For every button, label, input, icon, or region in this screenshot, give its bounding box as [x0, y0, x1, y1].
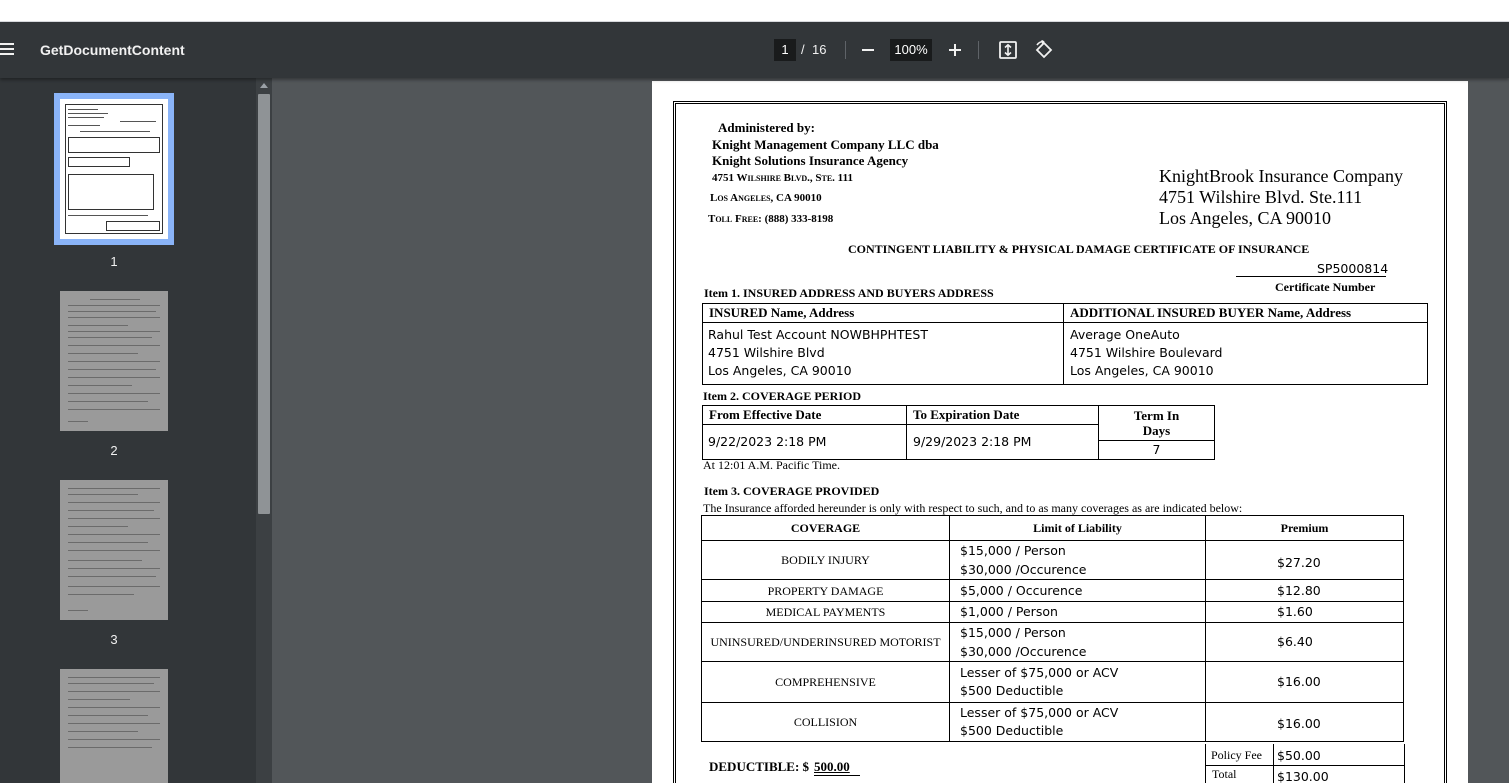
insured-city: Los Angeles, CA 90010 [708, 363, 852, 378]
coverage-name: BODILY INJURY [781, 553, 870, 567]
deductible-label: DEDUCTIBLE: $ [709, 759, 810, 774]
coverage-limit: $30,000 /Occurence [960, 644, 1087, 659]
pdf-toolbar [0, 22, 1509, 78]
coverage-premium: $27.20 [1277, 555, 1321, 570]
insured-header: INSURED Name, Address [709, 305, 855, 320]
coverage-row [702, 602, 1404, 623]
coverage-premium: $6.40 [1277, 634, 1313, 649]
certificate-number-underline [1236, 276, 1386, 277]
premium-header: Premium [1280, 521, 1329, 535]
item1-title: Item 1. INSURED ADDRESS AND BUYERS ADDRESS [704, 286, 994, 300]
coverage-header: COVERAGE [790, 521, 861, 535]
from-date-cell [703, 425, 907, 460]
toll-free-number: Toll Free: (888) 333-8198 [708, 213, 834, 225]
toolbar-divider [845, 41, 846, 59]
limit-header-cell [950, 516, 1206, 541]
insured-header-cell [703, 304, 1064, 323]
toolbar-divider [978, 41, 979, 59]
from-date-value: 9/22/2023 2:18 PM [708, 434, 827, 449]
term-header-line1: Term In [1133, 408, 1180, 423]
from-date-header: From Effective Date [709, 407, 822, 422]
document-title: GetDocumentContent [40, 42, 185, 58]
insured-street: 4751 Wilshire Blvd [708, 345, 825, 360]
coverage-row [702, 623, 1404, 662]
term-days-value: 7 [1152, 442, 1161, 457]
menu-icon[interactable] [0, 41, 16, 57]
thumbnail-sidebar [0, 78, 256, 783]
buyer-header: ADDITIONAL INSURED BUYER Name, Address [1070, 305, 1352, 320]
sidebar-scrollbar[interactable] [256, 78, 272, 783]
coverage-limit: Lesser of $75,000 or ACV [960, 665, 1119, 680]
page-number-input[interactable]: 1 [774, 39, 796, 61]
coverage-period-table [702, 405, 1215, 460]
thumbnail-label: 3 [110, 632, 118, 647]
browser-top-strip [0, 0, 1509, 22]
term-header-cell [1099, 406, 1215, 441]
scroll-up-icon[interactable] [260, 83, 268, 88]
certificate-number: SP5000814 [1317, 261, 1389, 276]
admin-address-line1: 4751 Wilshire Blvd., Ste. 111 [712, 172, 853, 184]
coverage-premium: $16.00 [1277, 674, 1321, 689]
totals-divider [1205, 765, 1405, 766]
premium-header-cell [1206, 516, 1404, 541]
limit-header: Limit of Liability [1033, 521, 1122, 535]
thumbnail-label: 1 [110, 254, 118, 269]
policy-fee-value: $50.00 [1277, 748, 1321, 763]
coverage-row [702, 541, 1404, 580]
certificate-heading: CONTINGENT LIABILITY & PHYSICAL DAMAGE CERTIFICATE OF INSURANCE [848, 242, 1310, 256]
certificate-number-label: Certificate Number [1275, 280, 1376, 294]
coverage-premium: $16.00 [1277, 716, 1321, 731]
coverage-limit: $1,000 / Person [960, 604, 1058, 619]
coverage-row [702, 580, 1404, 602]
pacific-time-note: At 12:01 A.M. Pacific Time. [703, 458, 841, 472]
coverage-name: PROPERTY DAMAGE [767, 583, 884, 598]
zoom-in-icon[interactable] [947, 42, 963, 58]
buyer-city: Los Angeles, CA 90010 [1070, 363, 1214, 378]
coverage-name: COMPREHENSIVE [775, 675, 876, 689]
insured-name: Rahul Test Account NOWBHPHTEST [708, 327, 928, 342]
rotate-icon[interactable] [1034, 40, 1054, 60]
total-label: Total [1212, 767, 1237, 781]
administered-by-label: Administered by: [718, 120, 815, 135]
coverage-limit: $500 Deductible [960, 723, 1064, 738]
to-date-value: 9/29/2023 2:18 PM [913, 434, 1032, 449]
coverage-premium: $12.80 [1277, 582, 1321, 598]
buyer-street: 4751 Wilshire Boulevard [1070, 345, 1223, 360]
totals-column-divider [1273, 744, 1274, 783]
zoom-level-input[interactable]: 100% [890, 39, 932, 61]
term-header-line2: Days [1142, 423, 1171, 438]
coverage-limit: $15,000 / Person [960, 543, 1066, 558]
page-thumbnail-3[interactable] [60, 480, 168, 620]
coverage-premium: $1.60 [1277, 604, 1313, 619]
policy-fee-label: Policy Fee [1211, 748, 1262, 762]
deductible-value: 500.00 [814, 759, 850, 774]
insurer-address-line2: Los Angeles, CA 90010 [1159, 208, 1332, 228]
item3-title: Item 3. COVERAGE PROVIDED [704, 484, 880, 498]
page-separator: / [801, 42, 805, 57]
coverage-limit: $15,000 / Person [960, 625, 1066, 640]
coverage-table [701, 515, 1404, 742]
coverage-header-cell [702, 516, 950, 541]
term-value-cell [1099, 441, 1215, 460]
admin-agency: Knight Solutions Insurance Agency [712, 153, 909, 168]
insured-address-cell [703, 323, 1064, 385]
buyer-name: Average OneAuto [1070, 327, 1180, 342]
zoom-out-icon[interactable] [860, 42, 876, 58]
page-thumbnail-4[interactable] [60, 669, 168, 783]
coverage-name: COLLISION [793, 715, 858, 729]
total-value: $130.00 [1277, 769, 1329, 783]
coverage-name: UNINSURED/UNDERINSURED MOTORIST [710, 635, 941, 649]
buyer-header-cell [1064, 304, 1428, 323]
page-thumbnail-2[interactable] [60, 291, 168, 431]
coverage-limit: $5,000 / Occurence [960, 582, 1083, 598]
item3-note: The Insurance afforded hereunder is only with respect to such, and to as many coverages as are indicated below: [703, 501, 1243, 515]
coverage-row [702, 662, 1404, 703]
coverage-row [702, 703, 1404, 742]
admin-address-line2: Los Angeles, CA 90010 [710, 192, 822, 204]
deductible-underline [814, 775, 860, 776]
to-date-header: To Expiration Date [913, 407, 1020, 422]
coverage-name: MEDICAL PAYMENTS [765, 605, 886, 619]
insured-address-table [702, 303, 1428, 385]
pdf-page [652, 81, 1468, 783]
insurer-address-line1: 4751 Wilshire Blvd. Ste.111 [1159, 187, 1363, 207]
document-viewer[interactable] [272, 78, 1509, 783]
from-header-cell [703, 406, 907, 425]
scrollbar-thumb[interactable] [258, 94, 270, 514]
to-date-cell [907, 425, 1099, 460]
fit-to-page-icon[interactable] [998, 40, 1018, 60]
coverage-limit: $30,000 /Occurence [960, 562, 1087, 577]
admin-company: Knight Management Company LLC dba [712, 137, 939, 152]
coverage-limit: Lesser of $75,000 or ACV [960, 705, 1119, 720]
insurer-name: KnightBrook Insurance Company [1159, 166, 1403, 186]
buyer-address-cell [1064, 323, 1428, 385]
page-total: 16 [812, 42, 827, 57]
to-header-cell [907, 406, 1099, 425]
item2-title: Item 2. COVERAGE PERIOD [703, 389, 861, 403]
thumbnail-label: 2 [110, 443, 118, 458]
page-thumbnail-1[interactable] [60, 99, 168, 239]
coverage-limit: $500 Deductible [960, 683, 1064, 698]
